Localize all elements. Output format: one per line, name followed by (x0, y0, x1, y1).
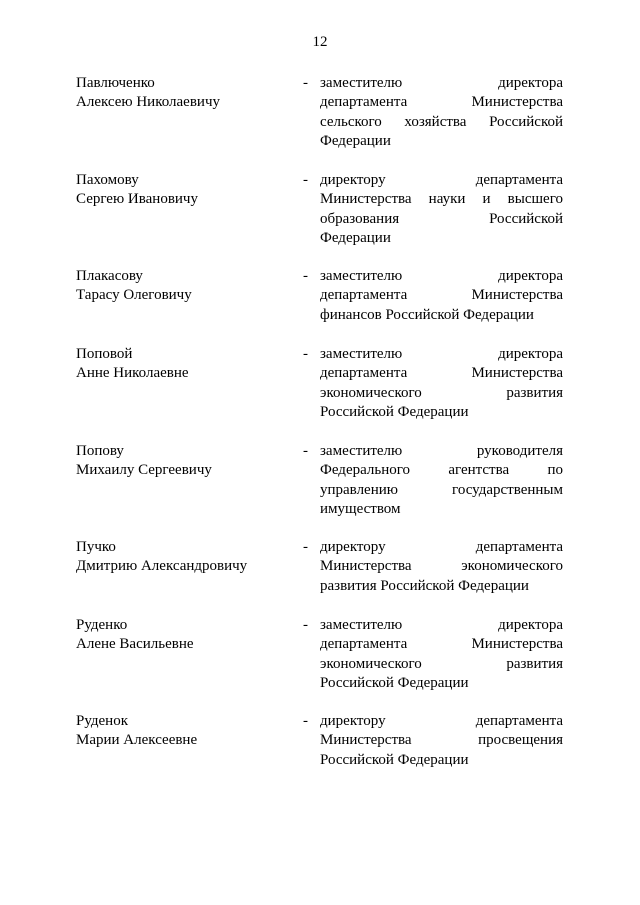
person-name (76, 171, 286, 210)
position-line: Федерации (320, 230, 391, 247)
position-line: департамента Министерства (320, 287, 563, 304)
person-surname: Руденко (76, 617, 128, 633)
position-line: заместителю директора (320, 346, 563, 362)
position-line: Российской Федерации (320, 675, 469, 692)
person-given-names: Дмитрию Александровичу (76, 558, 248, 575)
person-name (76, 74, 286, 113)
position-text (320, 267, 563, 325)
position-text (320, 345, 563, 423)
position-text (320, 616, 563, 694)
position-line: образования Российской (320, 210, 563, 227)
position-line: Министерства просвещения (320, 732, 563, 749)
position-line: экономического развития (320, 384, 563, 401)
position-line: заместителю директора (320, 268, 563, 284)
position-line: экономического развития (320, 655, 563, 672)
position-line: финансов Российской Федерации (320, 306, 534, 323)
dash-separator: - (303, 713, 308, 729)
person-name (76, 345, 286, 384)
person-name (76, 442, 286, 481)
person-surname: Плакасову (76, 268, 143, 284)
dash-separator: - (303, 539, 308, 555)
position-line: департамента Министерства (320, 94, 563, 111)
person-surname: Пахомову (76, 172, 139, 188)
position-line: сельского хозяйства Российской (320, 113, 563, 130)
dash-separator: - (303, 346, 308, 362)
position-line: управлению государственным (320, 481, 563, 498)
dash-separator: - (303, 75, 308, 91)
position-text (320, 74, 563, 152)
position-line: Российской Федерации (320, 404, 469, 421)
dash-separator: - (303, 172, 308, 188)
person-name (76, 712, 286, 751)
position-line: Российской Федерации (320, 751, 469, 768)
person-given-names: Сергею Ивановичу (76, 191, 198, 208)
position-line: директору департамента (320, 172, 563, 188)
position-line: директору департамента (320, 713, 563, 729)
person-surname: Попову (76, 443, 124, 459)
position-line: директору департамента (320, 539, 563, 555)
position-text (320, 442, 563, 520)
position-line: заместителю руководителя (320, 443, 563, 459)
position-line: развития Российской Федерации (320, 577, 529, 594)
person-surname: Павлюченко (76, 75, 155, 91)
person-name (76, 267, 286, 306)
person-given-names: Алексею Николаевичу (76, 94, 220, 111)
position-line: Федерального агентства по (320, 462, 563, 479)
position-line: заместителю директора (320, 75, 563, 91)
person-given-names: Алене Васильевне (76, 636, 194, 653)
person-surname: Пучко (76, 539, 116, 555)
position-line: заместителю директора (320, 617, 563, 633)
position-line: департамента Министерства (320, 636, 563, 653)
dash-separator: - (303, 268, 308, 284)
position-line: департамента Министерства (320, 365, 563, 382)
dash-separator: - (303, 617, 308, 633)
person-given-names: Тарасу Олеговичу (76, 287, 192, 304)
person-given-names: Михаилу Сергеевичу (76, 462, 212, 479)
person-given-names: Марии Алексеевне (76, 732, 198, 749)
position-line: имуществом (320, 501, 401, 518)
person-name (76, 538, 286, 577)
dash-separator: - (303, 443, 308, 459)
person-surname: Руденок (76, 713, 129, 729)
position-text (320, 171, 563, 249)
position-line: Министерства науки и высшего (320, 191, 563, 208)
position-line: Федерации (320, 133, 391, 150)
page-number: 12 (312, 34, 328, 50)
position-text (320, 538, 563, 596)
position-text (320, 712, 563, 770)
person-given-names: Анне Николаевне (76, 365, 189, 382)
person-name (76, 616, 286, 655)
person-surname: Поповой (76, 346, 133, 362)
position-line: Министерства экономического (320, 558, 563, 575)
